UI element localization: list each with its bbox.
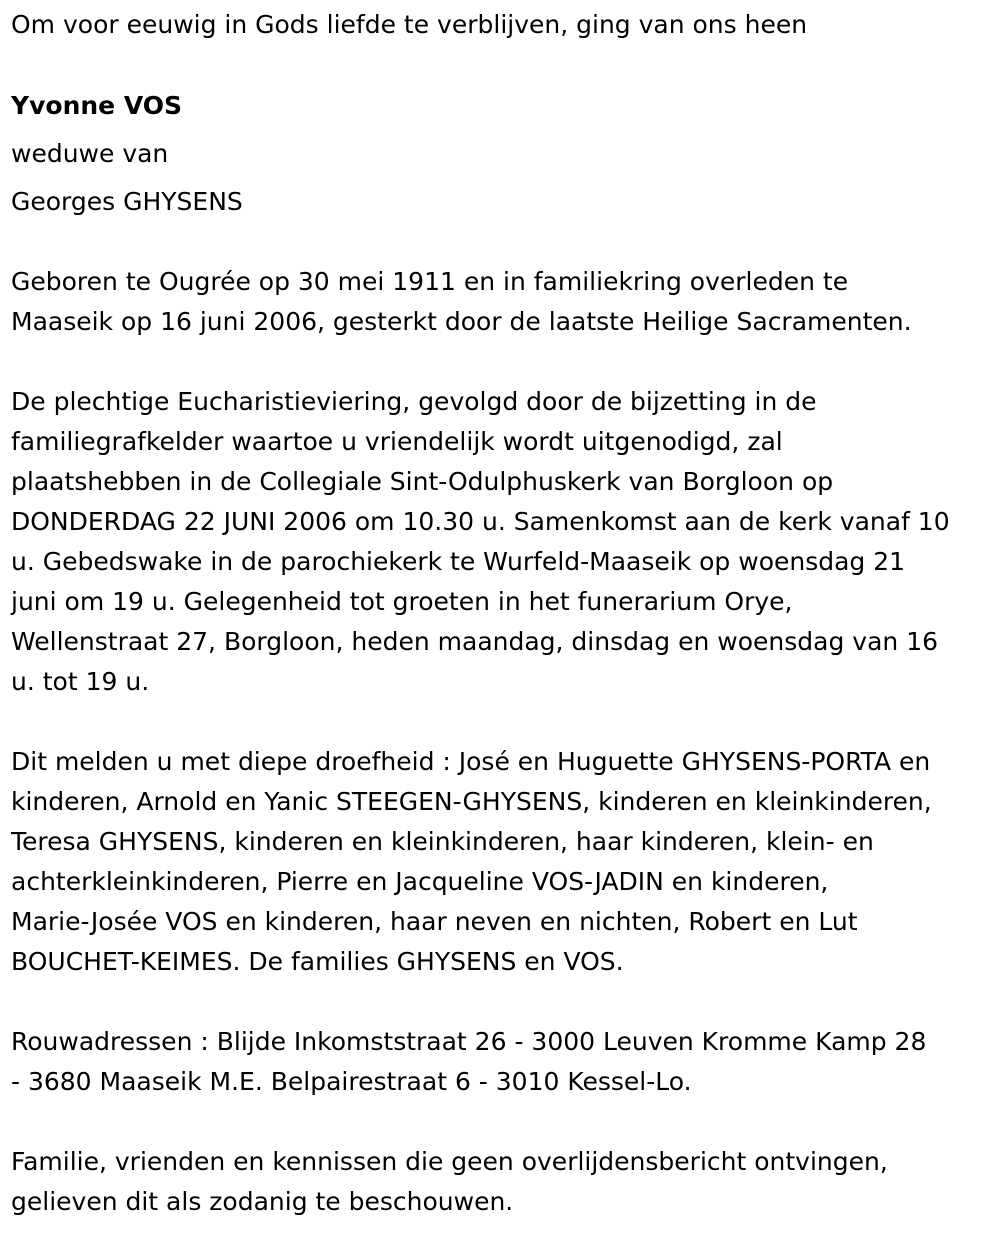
ceremony-line: De plechtige Eucharistieviering, gevolgd door de bijzetting in de — [11, 387, 817, 416]
birth-death-line: Geboren te Ougrée op 30 mei 1911 en in familiekring overleden te — [11, 267, 849, 296]
ceremony-line: u. Gebedswake in de parochiekerk te Wurfeld-Maaseik op woensdag 21 — [11, 547, 906, 576]
intro-text: Om voor eeuwig in Gods liefde te verblijven, ging van ons heen — [11, 10, 808, 39]
family-line: Marie-Josée VOS en kinderen, haar neven en nichten, Robert en Lut — [11, 907, 858, 936]
family-line: Dit melden u met diepe droefheid : José en Huguette GHYSENS-PORTA en — [11, 747, 931, 776]
ceremony-line: plaatshebben in de Collegiale Sint-Odulphuskerk van Borgloon op — [11, 467, 834, 496]
family-line: BOUCHET-KEIMES. De families GHYSENS en VOS. — [11, 947, 624, 976]
ceremony-line: familiegrafkelder waartoe u vriendelijk wordt uitgenodigd, zal — [11, 427, 783, 456]
ceremony-line: juni om 19 u. Gelegenheid tot groeten in het funerarium Orye, — [11, 587, 793, 616]
deceased-name: Yvonne VOS — [11, 91, 182, 120]
relation-text: weduwe van — [11, 139, 169, 168]
family-line: achterkleinkinderen, Pierre en Jacqueline VOS-JADIN en kinderen, — [11, 867, 829, 896]
family-line: Teresa GHYSENS, kinderen en kleinkinderen, haar kinderen, klein- en — [11, 827, 874, 856]
ceremony-line: Wellenstraat 27, Borgloon, heden maandag, dinsdag en woensdag van 16 — [11, 627, 939, 656]
address-line: - 3680 Maaseik M.E. Belpairestraat 6 - 3010 Kessel-Lo. — [11, 1067, 692, 1096]
family-line: kinderen, Arnold en Yanic STEEGEN-GHYSENS, kinderen en kleinkinderen, — [11, 787, 932, 816]
ceremony-line: DONDERDAG 22 JUNI 2006 om 10.30 u. Samenkomst aan de kerk vanaf 10 — [11, 507, 950, 536]
address-line: Rouwadressen : Blijde Inkomststraat 26 - 3000 Leuven Kromme Kamp 28 — [11, 1027, 927, 1056]
ceremony-line: u. tot 19 u. — [11, 667, 150, 696]
spouse-name: Georges GHYSENS — [11, 187, 243, 216]
closing-line: Familie, vrienden en kennissen die geen overlijdensbericht ontvingen, — [11, 1147, 888, 1176]
birth-death-line: Maaseik op 16 juni 2006, gesterkt door de laatste Heilige Sacramenten. — [11, 307, 912, 336]
closing-line: gelieven dit als zodanig te beschouwen. — [11, 1187, 514, 1216]
